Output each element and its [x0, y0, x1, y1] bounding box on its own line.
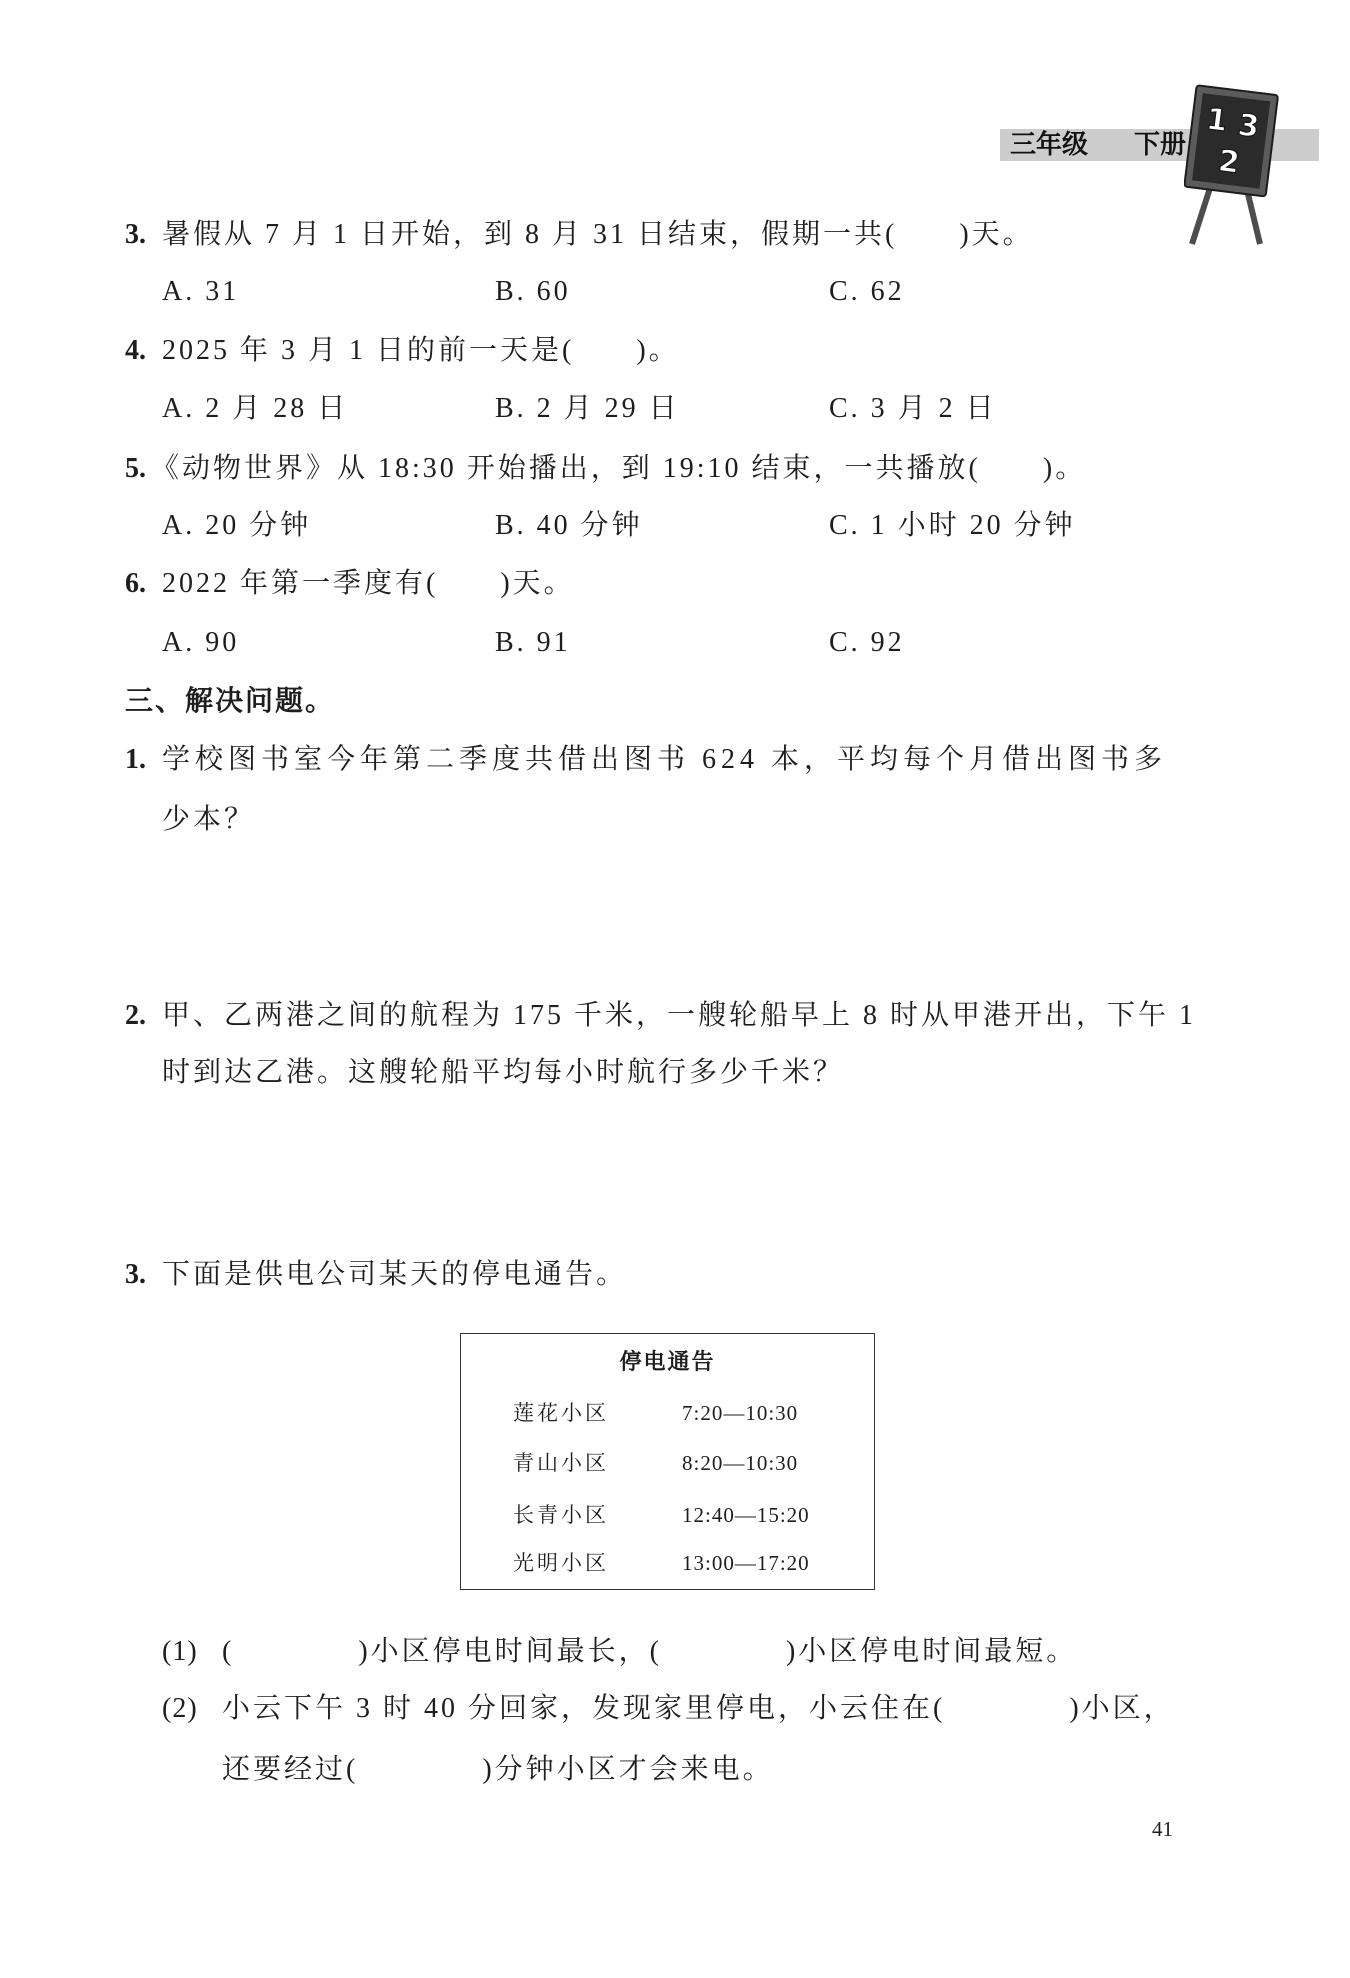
sub-question-text: 小云下午 3 时 40 分回家，发现家里停电，小云住在( )小区，	[222, 1693, 1175, 1724]
option-b: B. 60	[495, 276, 571, 307]
option-b: B. 40 分钟	[495, 510, 643, 541]
volume-label: 下册	[1134, 130, 1187, 160]
notice-title: 停电通告	[619, 1350, 716, 1375]
problem-text-continued: 少本？	[162, 804, 256, 835]
problem-number: 1.	[125, 744, 146, 775]
page-number: 41	[1152, 1817, 1173, 1841]
option-a: A. 31	[162, 276, 240, 307]
problem-text: 学校图书室今年第二季度共借出图书 624 本，平均每个月借出图书多	[162, 744, 1168, 775]
question-number: 5.	[125, 453, 146, 484]
choice-question-3	[125, 215, 1034, 255]
power-outage-notice	[460, 1333, 875, 1590]
notice-area: 光明小区	[513, 1551, 609, 1575]
notice-row	[461, 1398, 874, 1428]
problem-text: 下面是供电公司某天的停电通告。	[162, 1259, 628, 1290]
problem-3	[125, 1255, 627, 1295]
section-heading: 三、解决问题。	[125, 684, 336, 717]
problem-text: 甲、乙两港之间的航程为 175 千米，一艘轮船早上 8 时从甲港开出，下午 1	[162, 1000, 1197, 1031]
notice-time: 8:20—10:30	[682, 1451, 799, 1475]
notice-area: 长青小区	[513, 1503, 609, 1527]
question-text: 暑假从 7 月 1 日开始，到 8 月 31 日结束，假期一共( )天。	[162, 219, 1034, 250]
question-text: 2022 年第一季度有( )天。	[162, 568, 575, 599]
notice-area: 莲花小区	[513, 1401, 609, 1425]
option-b: B. 91	[495, 627, 571, 658]
sub-question-number: (1)	[162, 1636, 198, 1667]
question-text: 2025 年 3 月 1 日的前一天是( )。	[162, 335, 680, 366]
problem-number: 2.	[125, 1000, 146, 1031]
chalkboard-icon	[1184, 84, 1280, 248]
sub-question-text-continued: 还要经过( )分钟小区才会来电。	[222, 1754, 774, 1785]
problem-2	[125, 996, 1196, 1036]
badge-digit: 3	[1235, 107, 1261, 146]
easel-left-leg	[1192, 188, 1210, 244]
problem-1	[125, 740, 1167, 780]
sub-question-number: (2)	[162, 1693, 198, 1724]
question-number: 3.	[125, 219, 146, 250]
option-c: C. 1 小时 20 分钟	[829, 510, 1076, 541]
choice-question-6	[125, 564, 575, 604]
notice-row	[461, 1500, 874, 1530]
question-number: 4.	[125, 335, 146, 366]
question-text: 《动物世界》从 18:30 开始播出，到 19:10 结束，一共播放( )。	[151, 453, 1087, 484]
sub-question-text: ( )小区停电时间最长，( )小区停电时间最短。	[222, 1636, 1078, 1667]
option-a: A. 2 月 28 日	[162, 393, 349, 424]
problem-text-continued: 时到达乙港。这艘轮船平均每小时航行多少千米？	[162, 1057, 845, 1088]
option-b: B. 2 月 29 日	[495, 393, 680, 424]
choice-question-5	[125, 449, 1086, 489]
easel-right-leg	[1248, 194, 1260, 244]
option-a: A. 20 分钟	[162, 510, 312, 541]
notice-time: 7:20—10:30	[682, 1401, 799, 1425]
option-c: C. 92	[829, 627, 905, 658]
notice-time: 13:00—17:20	[682, 1551, 810, 1575]
notice-row	[461, 1448, 874, 1478]
option-c: C. 62	[829, 276, 905, 307]
badge-digit: 1	[1204, 101, 1230, 140]
question-number: 6.	[125, 568, 146, 599]
badge-digit: 2	[1216, 143, 1242, 181]
problem-number: 3.	[125, 1259, 146, 1290]
grade-label: 三年级	[1010, 130, 1089, 160]
choice-question-4	[125, 331, 680, 371]
notice-area: 青山小区	[513, 1451, 609, 1475]
option-c: C. 3 月 2 日	[829, 393, 997, 424]
notice-row	[461, 1548, 874, 1578]
notice-time: 12:40—15:20	[682, 1503, 810, 1527]
option-a: A. 90	[162, 627, 240, 658]
